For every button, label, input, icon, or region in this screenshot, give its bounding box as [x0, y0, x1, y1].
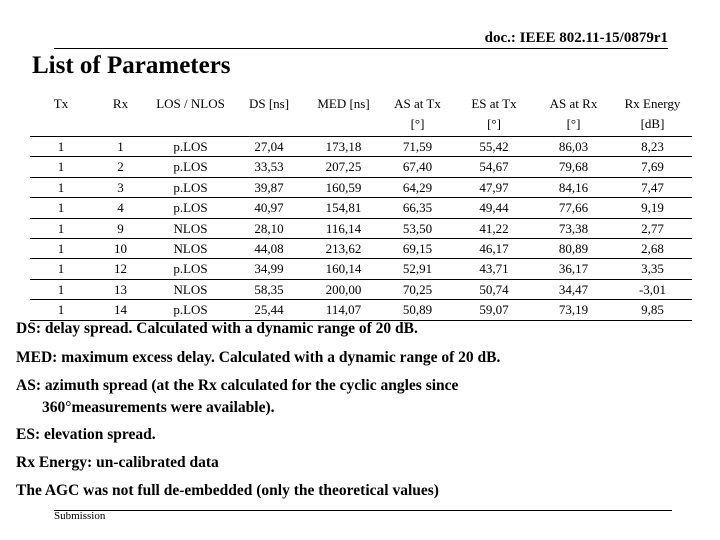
- header-divider: [54, 48, 668, 49]
- column-header: [232, 94, 306, 137]
- table-cell: 40,97: [232, 198, 306, 218]
- table-cell: 27,04: [232, 137, 306, 157]
- table-cell: 7,47: [613, 177, 692, 197]
- table-cell: 7,69: [613, 157, 692, 177]
- table-cell: 1: [30, 239, 92, 259]
- column-header: [534, 94, 613, 137]
- column-header-unit: [dB]: [640, 116, 665, 131]
- table-cell: 8,23: [613, 137, 692, 157]
- table-cell: 1: [30, 300, 92, 320]
- column-header-unit: [°]: [566, 116, 581, 131]
- column-header-label: Rx Energy: [624, 96, 681, 111]
- table-cell: 207,25: [306, 157, 381, 177]
- table-cell: 1: [30, 177, 92, 197]
- note-azimuth-spread-continued: 360°measurements were available).: [42, 399, 275, 416]
- table-cell: 14: [92, 300, 149, 320]
- note-elevation-spread: ES: elevation spread.: [16, 426, 156, 443]
- table-cell: 13: [92, 279, 149, 299]
- table-cell: 49,44: [454, 198, 534, 218]
- table-cell: 55,42: [454, 137, 534, 157]
- table-cell: 70,25: [381, 279, 454, 299]
- column-header-label: DS [ns]: [248, 96, 290, 111]
- column-header-unit: [°]: [487, 116, 501, 131]
- table-cell: 213,62: [306, 239, 381, 259]
- table-cell: 3: [92, 177, 149, 197]
- table-cell: -3,01: [613, 279, 692, 299]
- table-cell: NLOS: [149, 279, 232, 299]
- table-cell: 200,00: [306, 279, 381, 299]
- table-cell: 64,29: [381, 177, 454, 197]
- table-cell: 54,67: [454, 157, 534, 177]
- table-cell: 4: [92, 198, 149, 218]
- table-cell: p.LOS: [149, 157, 232, 177]
- table-cell: 44,08: [232, 239, 306, 259]
- column-header: [149, 94, 232, 137]
- column-header-label: AS at Tx: [394, 96, 441, 111]
- table-cell: 86,03: [534, 137, 613, 157]
- table-cell: 79,68: [534, 157, 613, 177]
- column-header: [613, 94, 692, 137]
- column-header: [92, 94, 149, 137]
- table-cell: 47,97: [454, 177, 534, 197]
- table-cell: 12: [92, 259, 149, 279]
- table-cell: 3,35: [613, 259, 692, 279]
- table-cell: p.LOS: [149, 137, 232, 157]
- table-row: [30, 157, 692, 177]
- table-cell: 2,68: [613, 239, 692, 259]
- table-cell: 36,17: [534, 259, 613, 279]
- table-cell: 1: [30, 198, 92, 218]
- table-cell: 73,38: [534, 218, 613, 238]
- table-cell: 9,85: [613, 300, 692, 320]
- table-cell: 9,19: [613, 198, 692, 218]
- column-header-label: AS at Rx: [549, 96, 598, 111]
- table-row: [30, 137, 692, 157]
- table-cell: 41,22: [454, 218, 534, 238]
- table-cell: 160,59: [306, 177, 381, 197]
- column-header-label: Rx: [112, 96, 129, 111]
- footer-label: Submission: [54, 510, 106, 522]
- column-header-unit: [°]: [410, 116, 425, 131]
- table-cell: 58,35: [232, 279, 306, 299]
- table-row: [30, 239, 692, 259]
- table-cell: 80,89: [534, 239, 613, 259]
- table-cell: p.LOS: [149, 177, 232, 197]
- table-cell: 1: [30, 218, 92, 238]
- document-id: doc.: IEEE 802.11-15/0879r1: [484, 30, 668, 46]
- table-cell: 34,47: [534, 279, 613, 299]
- table-cell: 1: [30, 259, 92, 279]
- table-cell: 160,14: [306, 259, 381, 279]
- table-row: [30, 259, 692, 279]
- table-body: [30, 137, 692, 321]
- table-row: [30, 198, 692, 218]
- column-header-label: ES at Tx: [471, 96, 517, 111]
- table-cell: 59,07: [454, 300, 534, 320]
- column-header: [30, 94, 92, 137]
- table-cell: 39,87: [232, 177, 306, 197]
- table-cell: 53,50: [381, 218, 454, 238]
- note-delay-spread: DS: delay spread. Calculated with a dynamic range of 20 dB.: [16, 320, 418, 337]
- table-cell: p.LOS: [149, 198, 232, 218]
- table-cell: NLOS: [149, 239, 232, 259]
- table-cell: 50,74: [454, 279, 534, 299]
- column-header: [306, 94, 381, 137]
- table-cell: 1: [30, 279, 92, 299]
- table-cell: p.LOS: [149, 300, 232, 320]
- table-cell: 73,19: [534, 300, 613, 320]
- table-cell: 84,16: [534, 177, 613, 197]
- table-cell: 33,53: [232, 157, 306, 177]
- table-cell: p.LOS: [149, 259, 232, 279]
- table-row: [30, 300, 692, 320]
- table-cell: 2: [92, 157, 149, 177]
- column-header: [381, 94, 454, 137]
- table-cell: 69,15: [381, 239, 454, 259]
- column-header-label: LOS / NLOS: [156, 96, 225, 111]
- column-header-label: MED [ns]: [317, 96, 370, 111]
- table-cell: 28,10: [232, 218, 306, 238]
- table-cell: 52,91: [381, 259, 454, 279]
- note-agc: The AGC was not full de-embedded (only the theoretical values): [16, 482, 439, 499]
- table-cell: 9: [92, 218, 149, 238]
- table-cell: 50,89: [381, 300, 454, 320]
- table-cell: 46,17: [454, 239, 534, 259]
- table-cell: 77,66: [534, 198, 613, 218]
- note-rx-energy: Rx Energy: un-calibrated data: [16, 454, 219, 471]
- table-row: [30, 218, 692, 238]
- table-cell: 25,44: [232, 300, 306, 320]
- table-cell: 1: [30, 157, 92, 177]
- note-azimuth-spread: AS: azimuth spread (at the Rx calculated for the cyclic angles since: [16, 377, 459, 394]
- table-row: [30, 279, 692, 299]
- table-cell: 66,35: [381, 198, 454, 218]
- table-cell: 67,40: [381, 157, 454, 177]
- parameters-table: [30, 94, 692, 321]
- table-cell: 34,99: [232, 259, 306, 279]
- table-cell: 71,59: [381, 137, 454, 157]
- column-header: [454, 94, 534, 137]
- table-cell: 2,77: [613, 218, 692, 238]
- table-cell: 1: [30, 137, 92, 157]
- footer-divider: [54, 510, 672, 511]
- table-cell: NLOS: [149, 218, 232, 238]
- table-cell: 154,81: [306, 198, 381, 218]
- column-header-label: Tx: [53, 96, 69, 111]
- table-cell: 10: [92, 239, 149, 259]
- table-row: [30, 177, 692, 197]
- table-cell: 114,07: [306, 300, 381, 320]
- table-cell: 116,14: [306, 218, 381, 238]
- slide-title: List of Parameters: [32, 52, 231, 79]
- table-header-row: [30, 94, 692, 137]
- note-max-excess-delay: MED: maximum excess delay. Calculated with a dynamic range of 20 dB.: [16, 349, 501, 366]
- table-cell: 173,18: [306, 137, 381, 157]
- table-cell: 43,71: [454, 259, 534, 279]
- table-cell: 1: [92, 137, 149, 157]
